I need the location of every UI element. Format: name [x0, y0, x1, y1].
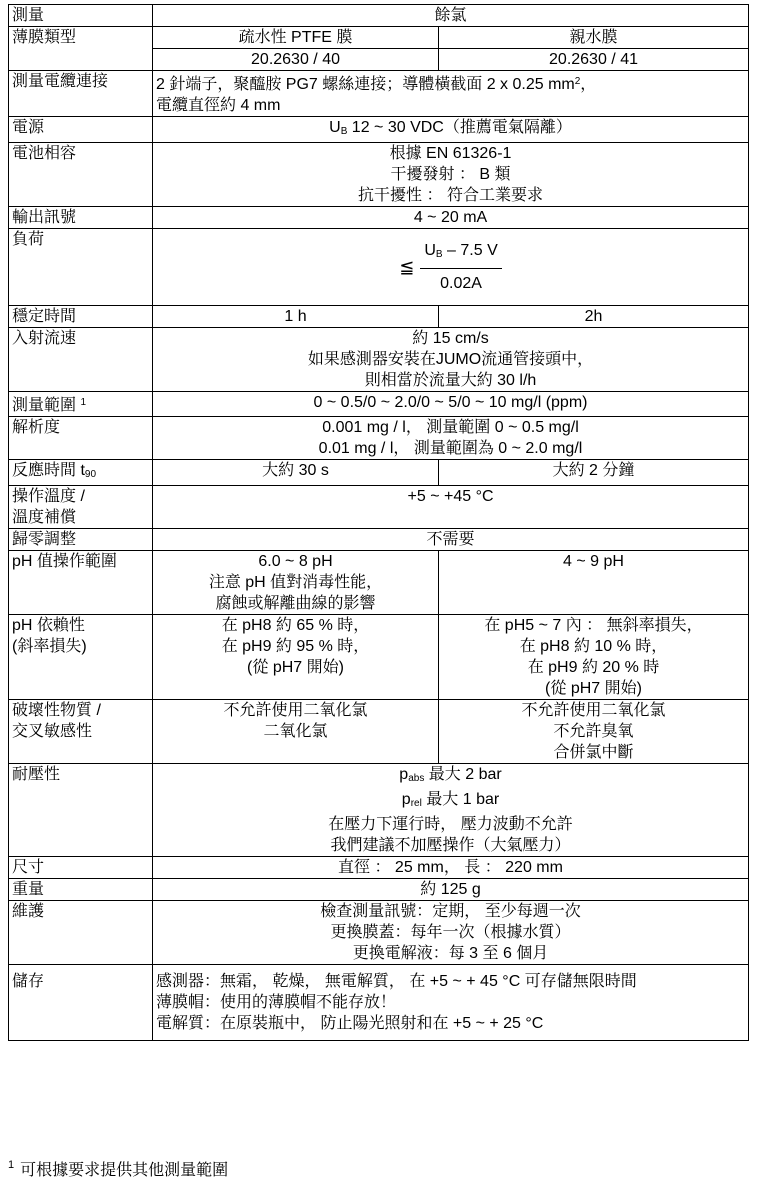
label-range: [9, 392, 153, 417]
value-size: 直徑 ： 25 mm， 長 ： 220 mm: [153, 857, 749, 879]
label-output: 輸出訊號: [9, 207, 153, 229]
ph-dep-a-line: 在 pH8 約 65 % 時，: [221, 617, 370, 634]
ph-range-a: [153, 551, 439, 615]
value-storage: [153, 965, 749, 1041]
ph-dependency-b: [439, 615, 749, 700]
ph-range-a-line: 6.0 ~ 8 pH: [258, 553, 333, 570]
ph-range-a-line: 注意 pH 值對消毒性能，: [208, 574, 383, 591]
label-response: [9, 460, 153, 486]
ph-dependency-a: [153, 615, 439, 700]
row-cable: [9, 71, 749, 117]
row-size: [9, 857, 749, 879]
pressure-abs-sub: abs: [408, 773, 425, 784]
destructive-a-line: 二氧化氯: [263, 723, 328, 740]
label-weight: 重量: [9, 879, 153, 901]
value-resolution: [153, 417, 749, 460]
pressure-rel: [156, 789, 745, 814]
stabilization-a: 1 h: [153, 306, 439, 328]
pressure-rel-sub: rel: [410, 798, 422, 809]
ph-dep-a-line: (從 pH7 開始): [247, 659, 344, 676]
flow-line: 則相當於流量大約 30 l/h: [364, 372, 537, 389]
row-pressure: [9, 764, 749, 857]
row-storage: [9, 965, 749, 1041]
response-label-sub: 90: [84, 469, 97, 480]
power-sub: B: [340, 126, 348, 137]
pressure-line-4: 我們建議不加壓操作（大氣壓力）: [330, 837, 571, 854]
ph-range-a-line: 腐蝕或解離曲線的影響: [215, 595, 376, 612]
label-flow: 入射流速: [9, 328, 153, 392]
ph-dep-a-line: 在 pH9 約 95 % 時，: [221, 638, 370, 655]
compat-line: 干擾發射 ： B 類: [390, 166, 511, 183]
value-flow: [153, 328, 749, 392]
range-label-text: 測量範圍: [12, 397, 77, 414]
footnote: [8, 1155, 228, 1181]
cable-line-1-end: ，: [580, 76, 597, 93]
ph-dep-label-1: pH 依賴性: [12, 617, 85, 634]
footnote-text: 可根據要求提供其他測量範圍: [20, 1162, 229, 1179]
pressure-abs-rest: 最大 2 bar: [424, 766, 502, 783]
maintenance-line: 更換膜蓋：每年一次（根據水質）: [330, 924, 571, 941]
value-pressure: [153, 764, 749, 857]
pressure-line-3: 在壓力下運行時， 壓力波動不允許: [328, 816, 573, 833]
load-numerator: [420, 240, 501, 269]
destructive-label-2: 交叉敏感性: [12, 723, 93, 740]
footnote-number: 1: [8, 1159, 15, 1171]
membrane-type-a: 疏水性 PTFE 膜: [153, 27, 439, 49]
compat-line: 抗干擾性 ： 符合工業要求: [358, 187, 543, 204]
power-prefix: U: [329, 119, 341, 136]
resolution-line: 0.001 mg / l， 測量範圍 0 ~ 0.5 mg/l: [322, 419, 579, 436]
row-flow: [9, 328, 749, 392]
row-stabilization: [9, 306, 749, 328]
destructive-b-line: 合併氯中斷: [553, 744, 634, 761]
membrane-part-a: 20.2630 / 40: [153, 49, 439, 71]
cable-line-2: 電纜直徑約 4 mm: [156, 97, 281, 114]
value-load: [153, 229, 749, 306]
label-membrane-type: 薄膜類型: [9, 27, 153, 71]
range-footnote-ref: 1: [80, 397, 87, 408]
stabilization-b: 2h: [439, 306, 749, 328]
row-power: [9, 117, 749, 143]
row-measurement: [9, 5, 749, 27]
ph-range-b: 4 ~ 9 pH: [439, 551, 749, 615]
row-maintenance: [9, 901, 749, 965]
row-zero: [9, 529, 749, 551]
label-size: 尺寸: [9, 857, 153, 879]
pressure-rel-p: p: [401, 791, 411, 808]
spec-table: [8, 4, 749, 1041]
label-stabilization: 穩定時間: [9, 306, 153, 328]
row-ph-dependency: [9, 615, 749, 700]
optemp-label-2: 溫度補償: [12, 509, 77, 526]
label-power: 電源: [9, 117, 153, 143]
value-maintenance: [153, 901, 749, 965]
row-response: [9, 460, 749, 486]
load-denominator: 0.02A: [440, 274, 482, 292]
row-range: [9, 392, 749, 417]
row-output: [9, 207, 749, 229]
flow-line: 約 15 cm/s: [412, 330, 489, 347]
row-membrane-type: [9, 27, 749, 49]
membrane-type-b: 親水膜: [439, 27, 749, 49]
label-destructive: [9, 700, 153, 764]
row-weight: [9, 879, 749, 901]
label-zero: 歸零調整: [9, 529, 153, 551]
label-measurement: 測量: [9, 5, 153, 27]
pressure-abs: [156, 764, 745, 789]
leq-symbol: ≦: [399, 256, 415, 277]
pressure-rel-rest: 最大 1 bar: [421, 791, 500, 808]
power-value: 12 ~ 30 VDC（推薦電氣隔離）: [347, 119, 572, 136]
destructive-b-line: 不允許臭氧: [553, 723, 634, 740]
label-ph-range: pH 值操作範圍: [9, 551, 153, 615]
load-num-rest: – 7.5 V: [442, 241, 498, 259]
response-a: 大約 30 s: [153, 460, 439, 486]
storage-line: 薄膜帽：使用的薄膜帽不能存放！: [156, 994, 397, 1011]
value-output: 4 ~ 20 mA: [153, 207, 749, 229]
storage-line: 感測器：無霜， 乾燥， 無電解質， 在 +5 ~ + 45 °C 可存儲無限時間: [156, 973, 637, 990]
load-num-prefix: U: [424, 241, 436, 259]
pressure-abs-p: p: [399, 766, 409, 783]
resolution-line: 0.01 mg / l， 測量範圍為 0 ~ 2.0 mg/l: [318, 440, 583, 457]
label-load: 負荷: [9, 229, 153, 306]
label-resolution: 解析度: [9, 417, 153, 460]
ph-dep-b-line: 在 pH8 約 10 % 時，: [519, 638, 668, 655]
ph-dep-b-line: 在 pH9 約 20 % 時: [527, 659, 660, 676]
value-operating-temp: +5 ~ +45 °C: [153, 486, 749, 529]
value-zero: 不需要: [153, 529, 749, 551]
membrane-part-b: 20.2630 / 41: [439, 49, 749, 71]
cable-line-1: 2 針端子，聚醯胺 PG7 螺絲連接；導體橫截面 2 x 0.25 mm: [156, 76, 575, 93]
label-storage: 儲存: [9, 965, 153, 1041]
row-resolution: [9, 417, 749, 460]
label-cable: 測量電纜連接: [9, 71, 153, 117]
load-num-sub: B: [435, 248, 443, 260]
row-operating-temp: [9, 486, 749, 529]
flow-line: 如果感測器安裝在JUMO流通管接頭中，: [307, 351, 594, 368]
value-compat: [153, 143, 749, 207]
ph-dep-b-line: 在 pH5 ~ 7 內 ： 無斜率損失，: [484, 617, 703, 634]
label-operating-temp: [9, 486, 153, 529]
compat-line: 根據 EN 61326-1: [389, 145, 512, 162]
label-pressure: 耐壓性: [9, 764, 153, 857]
value-weight: 約 125 g: [153, 879, 749, 901]
label-compat: 電池相容: [9, 143, 153, 207]
load-fraction: [420, 240, 501, 295]
label-maintenance: 維護: [9, 901, 153, 965]
value-measurement: 餘氯: [153, 5, 749, 27]
cable-line-1-sup: 2: [574, 76, 581, 87]
destructive-a: [153, 700, 439, 764]
response-b: 大約 2 分鐘: [439, 460, 749, 486]
destructive-label-1: 破壞性物質 /: [12, 702, 101, 719]
optemp-label-1: 操作溫度 /: [12, 488, 85, 505]
spec-sheet: [8, 4, 748, 1041]
response-label-text: 反應時間 t: [12, 462, 85, 479]
value-range: 0 ~ 0.5/0 ~ 2.0/0 ~ 5/0 ~ 10 mg/l (ppm): [153, 392, 749, 417]
value-power: [153, 117, 749, 143]
label-ph-dependency: [9, 615, 153, 700]
maintenance-line: 檢查測量訊號：定期， 至少每週一次: [320, 903, 581, 920]
ph-dep-label-2: (斜率損失): [12, 638, 87, 655]
storage-line: 電解質：在原裝瓶中， 防止陽光照射和在 +5 ~ + 25 °C: [156, 1015, 544, 1032]
destructive-b: [439, 700, 749, 764]
row-ph-range: [9, 551, 749, 615]
row-compat: [9, 143, 749, 207]
row-destructive: [9, 700, 749, 764]
row-load: [9, 229, 749, 306]
value-cable: [153, 71, 749, 117]
ph-dep-b-line: (從 pH7 開始): [545, 680, 642, 697]
maintenance-line: 更換電解液：每 3 至 6 個月: [352, 945, 549, 962]
destructive-a-line: 不允許使用二氧化氯: [223, 702, 368, 719]
destructive-b-line: 不允許使用二氧化氯: [521, 702, 666, 719]
